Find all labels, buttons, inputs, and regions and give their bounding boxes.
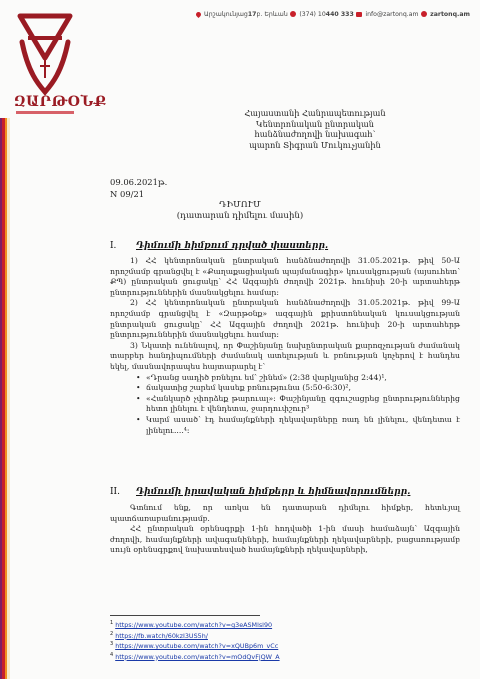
footnotes [110, 615, 460, 661]
footnote-divider [110, 615, 260, 616]
footnote-item: $^2$ https://fb.watch/60kzI3US5h/ [110, 630, 208, 640]
addressee-block: Հայաստանի Հանրապետության Կենտրոնական ընտրական հանձնաժողովի նախագահ՝ պարոն Տիգրան Մուկուչյանին [244, 108, 386, 150]
contact-strip [196, 8, 470, 20]
letter-number: N 09/21 [110, 189, 145, 199]
letter-meta [110, 176, 167, 200]
paragraph: 1) ՀՀ կենտրոնական ընտրական հանձնաժողովի 31.05.2021թ. թիվ 50-Ա որոշմամբ գրանցվել է «Քաղաքացիական պայմանագիր» կուսակցության (այսուհետ՝ ՔՊ) ընտրական ցուցակը՝ ՀՀ Ազգային ժողովի 2021թ. հունիսի 20-ի արտահերթ ընտրություններին մասնակցելու համար։ [110, 256, 460, 297]
address: Արշակունյաց 17 բ. Երևան [196, 11, 288, 18]
email[interactable]: info@zartonq.am [356, 11, 418, 18]
document-title: ԴԻՄՈՒՄ (դատարան դիմելու մասին) [176, 200, 304, 221]
footnote-link[interactable]: https://www.youtube.com/watch?v=xQUBp6m_vCc [115, 642, 279, 651]
list-item: • «Հանկարծ չփորձեք թարուալ»։ Փաշինյանը զգուշացրեց ընտրություններից հետո լինելու է վենդետա, ջարդուփշուր³ [110, 394, 460, 415]
paragraph: Գտնում ենք, որ առկա են դատարան դիմելու հիմքեր, հետևյալ պատճառաբանությամբ. [110, 503, 460, 523]
section-1-heading: I. Դիմումի հիմքում դրված փաստերը. [110, 241, 329, 251]
list-item: • «Դրանց սադիծ բռնելու եմ՝ շինեմ» (2:38 վարկյանից 2:44)¹, [110, 373, 460, 384]
paragraph: ՀՀ ընտրական օրենսգրքի 1-ին հոդվածի 1-ին մասի համաձայն՝ Ազգային ժողովի, համայնքների ավագանիների, համայնքների ղեկավարների, բացառությամբ սույն օրենսգրքով նախատեսված համայնքների ղեկավարների, [110, 524, 460, 555]
section-1-body [110, 256, 460, 436]
list-item: • ճակատից շարեմ կասեք բռնությունա (5:50-6:30)², [110, 383, 460, 394]
logo-wordmark: ԶԱՐԹՕՆՔ [14, 94, 107, 110]
letter-date: 09.06.2021թ. [110, 177, 168, 187]
globe-icon [421, 11, 427, 17]
phone: (374) 10 440 333 [290, 11, 353, 18]
footnote-link[interactable]: https://www.youtube.com/watch?v=mOdQvFjQW_A [115, 652, 280, 661]
section-2-heading: II. Դիմումի իրավական հիմքերը և հիմնավորումները. [110, 487, 411, 497]
footnote-item: $^3$ https://www.youtube.com/watch?v=xQUBp6m_vCc [110, 641, 279, 651]
section-2-body [110, 503, 460, 556]
paragraph: 2) ՀՀ կենտրոնական ընտրական հանձնաժողովի 31.05.2021թ. թիվ 99-Ա որոշմամբ գրանցվել է «Զարթօնք» ազգային քրիստոնեական կուսակցության ընտրական ցուցակը՝ ՀՀ Ազգային ժողովի 2021թ. հունիսի 20-ի արտահերթ ընտրություններին մասնակցելու համար։ [110, 298, 460, 340]
paragraph: 3) Նկատի ունենալով, որ Փաշինյանը նախընտրական քարոզչության ժամանակ տարբեր հանդիպումների ժամանակ ատելության և բռնության կոչերով է հանդես եկել, մասնավորապես հայտարարել է՝ [110, 340, 460, 371]
footnote-link[interactable]: https://www.youtube.com/watch?v=g3eASMlsl90 [115, 621, 273, 630]
location-pin-icon [195, 10, 202, 17]
footnote-item: $^4$ https://www.youtube.com/watch?v=mOdQvFjQW_A [110, 651, 280, 661]
phone-icon [290, 11, 296, 17]
logo-underline [16, 111, 74, 114]
website[interactable]: zartonq.am [421, 11, 470, 18]
quote-list [110, 373, 460, 437]
footnote-item: $^1$ https://www.youtube.com/watch?v=g3eASMlsl90 [110, 620, 273, 630]
footnote-link[interactable]: https://fb.watch/60kzI3US5h/ [115, 631, 208, 640]
decorative-stripes [0, 118, 10, 679]
envelope-icon [356, 12, 362, 17]
list-item: • Կարմ ասած՝ էդ համայնքների ղեկավարները ռադ են լինելու, վենդետա է լինելու....⁴: [110, 415, 460, 436]
